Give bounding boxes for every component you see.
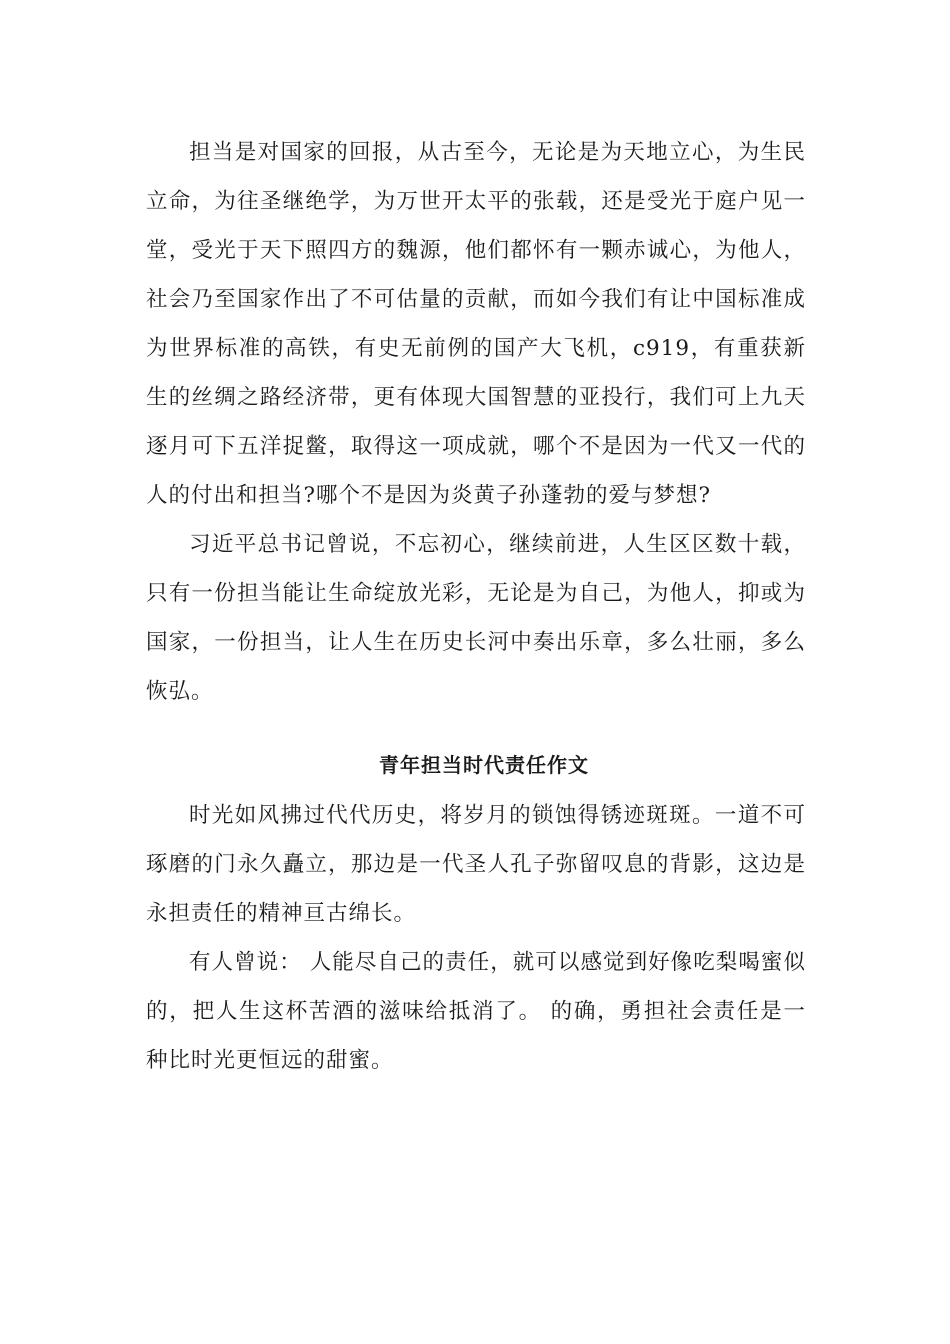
document-body [146, 128, 806, 1085]
paragraph-someone-said: 有人曾说： 人能尽自己的责任，就可以感觉到好像吃梨喝蜜似的，把人生这杯苦酒的滋味给抵消了。 的确，勇担社会责任是一种比时光更恒远的甜蜜。 [146, 950, 806, 1073]
paragraph-time-like-wind: 时光如风拂过代代历史，将岁月的锁蚀得锈迹斑斑。一道不可琢磨的门永久矗立，那边是一代圣人孔子弥留叹息的背影，这边是永担责任的精神亘古绵长。 [146, 803, 806, 926]
paragraph-responsibility-to-nation: 担当是对国家的回报，从古至今，无论是为天地立心，为生民立命，为往圣继绝学，为万世开太平的张载，还是受光于庭户见一堂，受光于天下照四方的魏源，他们都怀有一颗赤诚心，为他人，社会乃至国家作出了不可估量的贡献，而如今我们有让中国标准成为世界标准的高铁，有史无前例的国产大飞机，c919，有重获新生的丝绸之路经济带，更有体现大国智慧的亚投行，我们可上九天逐月可下五洋捉鳖，取得这一项成就，哪个不是因为一代又一代的人的付出和担当?哪个不是因为炎黄子孙蓬勃的爱与梦想? [146, 140, 806, 508]
paragraph-xi-quote: 习近平总书记曾说，不忘初心，继续前进，人生区区数十载，只有一份担当能让生命绽放光彩，无论是为自己，为他人，抑或为国家，一份担当，让人生在历史长河中奏出乐章，多么壮丽，多么恢弘。 [146, 532, 806, 704]
section-title: 青年担当时代责任作文 [379, 753, 589, 777]
